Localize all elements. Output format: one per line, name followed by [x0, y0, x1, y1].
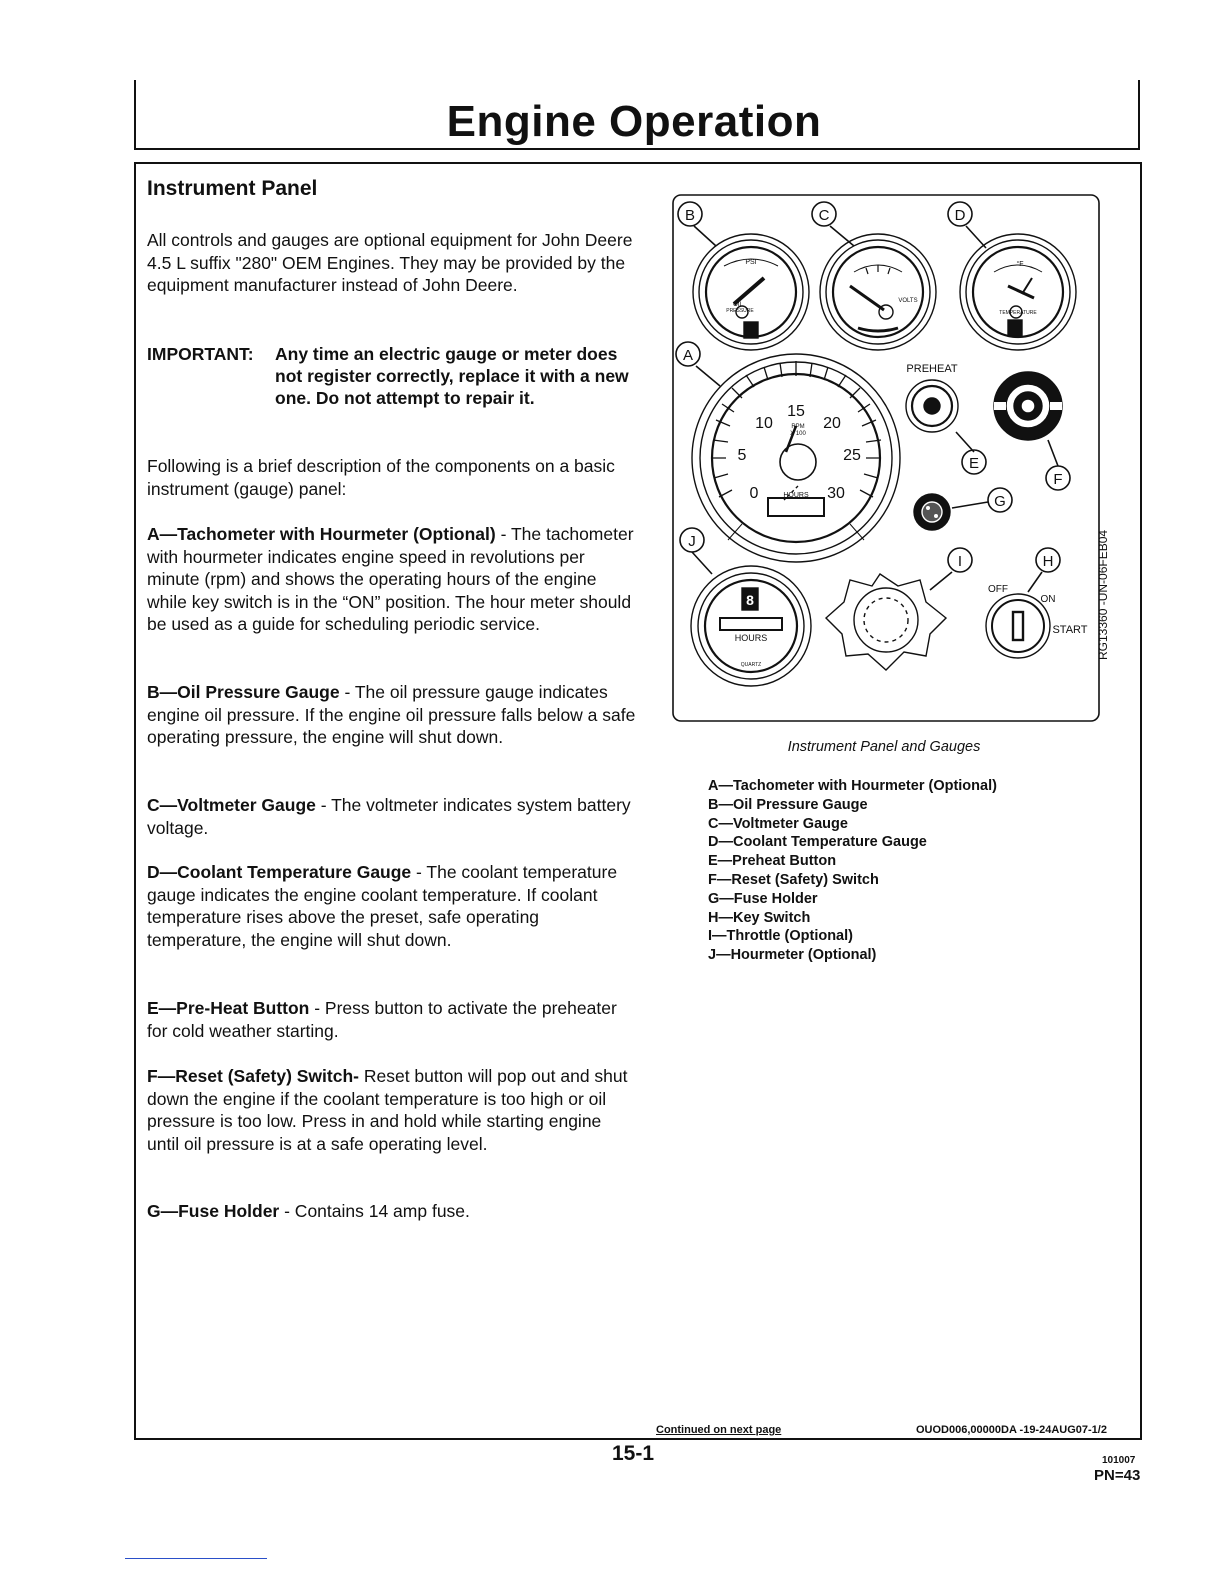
header-right-rule: [1138, 80, 1140, 150]
tach-tick-5: 5: [737, 447, 747, 464]
document-reference: OUOD006,00000DA -19-24AUG07-1/2: [916, 1424, 1107, 1436]
callout-a-letter: A: [682, 347, 694, 364]
page-number: 15-1: [612, 1442, 655, 1465]
temp-needle: [1008, 286, 1034, 298]
oil-pressure-gauge: [693, 234, 809, 350]
desc-text: - The coolant temperature gauge indicates the engine coolant temperature. If coolant temperature rises above the preset, safe operating temperature, the engine will shut down.: [147, 862, 618, 950]
coolant-temperature-gauge: [960, 234, 1076, 350]
legend-item: H—Key Switch: [708, 909, 811, 926]
desc-term: F—Reset (Safety) Switch-: [147, 1066, 359, 1086]
tach-tick-15: 15: [787, 403, 805, 420]
figure-code: RG13360 -UN-06FEB04: [1096, 529, 1110, 660]
callout-f-leader: [1048, 440, 1058, 466]
intro-paragraph: All controls and gauges are optional equipment for John Deere 4.5 L suffix "280" OEM Engines. They may be provided by the equipment manufacturer instead of John Deere.: [147, 230, 633, 295]
callout-g-letter: G: [994, 493, 1006, 510]
tach-hours-label: HOURS: [783, 492, 809, 499]
tachometer-gauge: [692, 354, 900, 562]
desc-text: - The oil pressure gauge indicates engine oil pressure. If the engine oil pressure falls below a safe operating pressure, the engine will shut down.: [147, 682, 636, 747]
key-switch: [986, 584, 1088, 658]
callout-c-leader: [830, 226, 854, 246]
off-label: OFF: [988, 584, 1008, 595]
tach-tick-25: 25: [843, 447, 861, 464]
hourmeter-digit: 8: [746, 592, 754, 608]
preheat-label: PREHEAT: [906, 363, 958, 375]
oil-needle: [734, 278, 764, 304]
callout-i-letter: I: [957, 553, 963, 570]
callout-g-leader: [952, 502, 988, 508]
callout-e-letter: E: [968, 455, 980, 472]
x100-label: X 100: [790, 431, 806, 437]
tach-tick-30: 30: [827, 485, 845, 502]
preheat-button: [906, 363, 958, 432]
volt-needle: [850, 286, 884, 310]
throttle-knob: [826, 574, 946, 670]
legend-item: E—Preheat Button: [708, 853, 837, 870]
header-rule: [134, 148, 1140, 150]
desc-text: - The voltmeter indicates system battery voltage.: [147, 795, 631, 838]
quartz-label: QUARTZ: [740, 662, 762, 668]
legend-item: D—Coolant Temperature Gauge: [708, 834, 927, 851]
desc-term: G—Fuse Holder: [147, 1201, 280, 1221]
bottom-link-underline: [125, 1558, 267, 1559]
figure-legend: [708, 777, 997, 965]
rpm-label: RPM: [791, 424, 805, 430]
desc-term: A—Tachometer with Hourmeter (Optional): [147, 524, 496, 544]
tach-hour-window: [768, 498, 824, 516]
legend-item: I—Throttle (Optional): [708, 928, 853, 945]
content-frame-bottom: [134, 1438, 1140, 1440]
chapter-title: Engine Operation: [446, 97, 822, 146]
section-title: Instrument Panel: [147, 177, 318, 200]
tach-tick-20: 20: [823, 415, 841, 432]
desc-text: Reset button will pop out and shut down the engine if the coolant temperature is too high or oil pressure is too low. Press in and hold while starting engine until oil pressure is at a safe operating level.: [147, 1066, 628, 1154]
legend-item: F—Reset (Safety) Switch: [708, 871, 879, 888]
date-code: 101007: [1102, 1455, 1136, 1466]
callout-f-letter: F: [1053, 471, 1063, 488]
on-label: ON: [1040, 594, 1056, 605]
fuse-holder: [914, 494, 950, 530]
voltmeter-gauge: [820, 234, 936, 350]
desc-fuse-holder: [147, 1200, 637, 1223]
oil-label: OIL: [733, 302, 743, 308]
callout-a-leader: [696, 366, 720, 386]
callout-c-letter: C: [818, 207, 830, 224]
callout-d-letter: D: [954, 207, 966, 224]
callout-h-letter: H: [1042, 553, 1054, 570]
pressure-label: PRESSURE: [726, 308, 754, 314]
continued-notice: Continued on next page: [656, 1424, 782, 1436]
desc-term: D—Coolant Temperature Gauge: [147, 862, 412, 882]
temp-unit-label: °F: [1016, 261, 1024, 268]
important-label: IMPORTANT:: [147, 344, 254, 364]
desc-text: - Press button to activate the preheater for cold weather starting.: [147, 998, 617, 1041]
temperature-label: TEMPERATURE: [999, 310, 1037, 316]
callout-d-leader: [966, 226, 986, 248]
callout-h-leader: [1028, 572, 1042, 592]
instrument-panel-figure: [672, 194, 1100, 722]
important-text: Any time an electric gauge or meter does not register correctly, replace it with a new one. Do not attempt to repair it.: [275, 344, 629, 408]
callout-j-letter: J: [688, 533, 696, 550]
callout-b-leader: [694, 226, 716, 246]
tach-tick-0: 0: [749, 485, 759, 502]
desc-text: - Contains 14 amp fuse.: [279, 1201, 470, 1221]
psi-label: PSI: [745, 259, 757, 266]
desc-term: B—Oil Pressure Gauge: [147, 682, 340, 702]
desc-term: C—Voltmeter Gauge: [147, 795, 316, 815]
tach-hub: [780, 444, 816, 480]
hourmeter-hours-label: HOURS: [734, 633, 768, 643]
callout-e-leader: [956, 432, 974, 452]
legend-item: J—Hourmeter (Optional): [708, 947, 877, 964]
desc-tachometer: [147, 523, 637, 636]
legend-item: G—Fuse Holder: [708, 890, 818, 907]
callout-b-letter: B: [684, 207, 696, 224]
volts-label: VOLTS: [898, 298, 918, 304]
reset-switch: [994, 372, 1062, 440]
desc-reset-switch: [147, 1065, 637, 1155]
callout-j-leader: [692, 552, 712, 574]
page-counter: PN=43: [1094, 1467, 1141, 1484]
desc-voltmeter: [147, 794, 637, 839]
hourmeter: [691, 566, 811, 686]
legend-item: B—Oil Pressure Gauge: [708, 796, 868, 813]
desc-text: - The tachometer with hourmeter indicates engine speed in revolutions per minute (rpm) and shows the operating hours of the engine while key switch is in the “ON” position. The hour meter should be used as a guide for scheduling periodic service.: [147, 524, 634, 634]
legend-item: A—Tachometer with Hourmeter (Optional): [708, 778, 997, 794]
desc-coolant-temperature: [147, 861, 637, 951]
desc-term: E—Pre-Heat Button: [147, 998, 310, 1018]
legend-item: C—Voltmeter Gauge: [708, 815, 848, 832]
volt-hub: [879, 305, 893, 319]
desc-preheat: [147, 997, 637, 1042]
figure-caption: Instrument Panel and Gauges: [787, 739, 981, 755]
tach-tick-10: 10: [755, 415, 773, 432]
desc-oil-pressure: [147, 681, 637, 749]
callout-i-leader: [930, 572, 952, 590]
lead-in-paragraph: Following is a brief description of the components on a basic instrument (gauge) panel:: [147, 456, 615, 499]
start-label: START: [1052, 624, 1088, 636]
